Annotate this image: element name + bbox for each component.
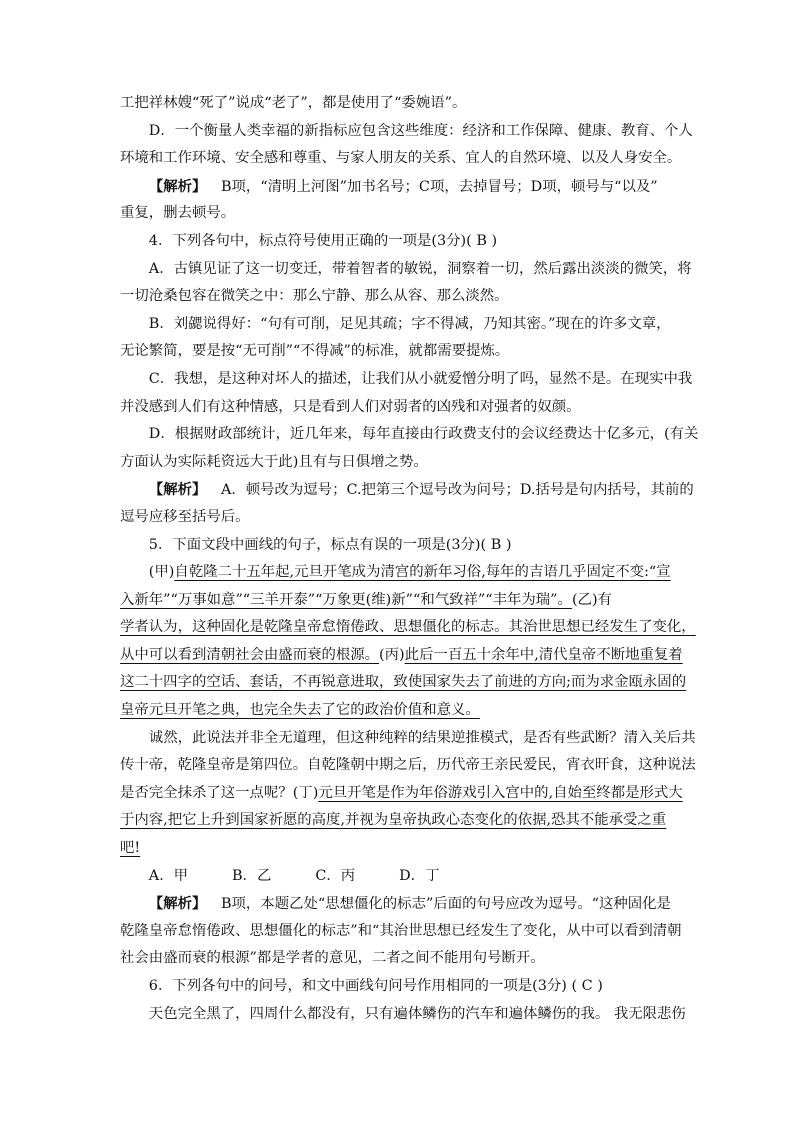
q6-text-line: 天色完全黑了，四周什么都没有，只有遍体鳞伤的汽车和遍体鳞伤的我。 我无限悲伤 — [148, 1005, 686, 1022]
q5-passage-line — [120, 642, 683, 670]
q3-analysis — [120, 173, 680, 201]
q4-stem: 4．下列各句中，标点符号使用正确的一项是(3分)( B ) — [148, 232, 498, 249]
q4-option-c: C．我想，是这种对坏人的描述，让我们从小就爱憎分明了吗，显然不是。在现实中我 — [148, 370, 693, 387]
underlined-sentence: 吧! — [120, 840, 141, 857]
q4-option-d-line: 方面认为实际耗资远大于此)且有与日俱增之势。 — [120, 453, 428, 470]
analysis-label: 【解析】 — [148, 481, 207, 499]
q4-option-a-line: 一切沧桑包容在微笑之中：那么宁静、那么从容、那么淡然。 — [120, 288, 509, 305]
underlined-sentence: 入新年”“万事如意”“三羊开泰”“万象更(维)新”“和气致祥”“丰年为瑞”。 — [120, 591, 572, 608]
underlined-sentence: 这二十四字的空话、套话，不再锐意进取，致使国家失去了前进的方向;而为求金瓯永固的 — [120, 674, 687, 691]
analysis-text: B项，“清明上河图”加书名号；C项，去掉冒号；D项，顿号与“以及” — [216, 178, 658, 195]
analysis-label: 【解析】 — [148, 177, 207, 195]
q4-analysis — [120, 476, 694, 504]
underlined-sentence: 自乾隆二十五年起,元旦开笔成为清宫的新年习俗,每年的吉语几乎固定不变:“宣 — [174, 564, 671, 581]
q3-option-d-line: D．一个衡量人类幸福的新指标应包含这些维度：经济和工作保障、健康、教育、个人 — [148, 122, 693, 139]
q5-stem: 5．下面文段中画线的句子，标点有误的一项是(3分)( B ) — [148, 536, 512, 553]
q5-passage-line — [120, 807, 680, 835]
underlined-sentence: 元旦开笔是作为年俗游戏引入宫中的,自始至终都是形式大 — [318, 784, 683, 801]
underlined-sentence: 于内容,把它上升到国家祈愿的高度,并视为皇帝执政心态变化的依据,恐其不能承受之重 — [120, 812, 667, 829]
q5-passage-line: 诚然，此说法并非全无道理，但这种纯粹的结果逆推模式，是否有些武断？清入关后共 — [148, 729, 696, 746]
option-c: C．丙 — [315, 867, 356, 884]
q4-analysis-line: 逗号应移至括号后。 — [120, 508, 250, 525]
analysis-text: B项，本题乙处“思想僵化的标志”后面的句号应改为逗号。“这种固化是 — [216, 896, 671, 913]
q3-option-d-line: 环境和工作环境、安全感和尊重、与家人朋友的关系、宜人的自然环境、以及人身安全。 — [120, 150, 682, 167]
underlined-sentence: 皇帝元旦开笔之典，也完全失去了它的政治价值和意义。 — [120, 702, 480, 719]
q5-passage-line — [120, 669, 687, 697]
passage-text: 是否完全抹杀了这一点呢？(丁) — [120, 784, 319, 801]
q4-option-a: A．古镇见证了这一切变迁，带着智者的敏锐，洞察着一切，然后露出淡淡的微笑，将 — [148, 260, 692, 277]
q5-options — [120, 863, 680, 891]
q5-passage-line — [120, 587, 680, 615]
q5-passage-line — [120, 780, 683, 808]
option-b: B．乙 — [231, 867, 272, 884]
marker-bing: (丙) — [379, 646, 405, 663]
q5-passage-line — [120, 614, 696, 642]
document-page — [120, 90, 699, 1028]
q5-passage-line — [120, 559, 680, 587]
marker-jia: (甲) — [148, 564, 175, 581]
q4-option-b: B．刘勰说得好：“句有可削，足见其疏；字不得减，乃知其密。”现在的许多文章， — [148, 315, 671, 332]
q4-option-c-line: 并没感到人们有这种情感，只是看到人们对弱者的凶残和对强者的奴颜。 — [120, 398, 581, 415]
underlined-sentence: 此后一百五十余年中,清代皇帝不断地重复着 — [404, 646, 683, 663]
q5-analysis-line: 乾隆皇帝怠惰倦政、思想僵化的标志”和“其治世思想已经发生了变化，从中可以看到清朝 — [120, 922, 682, 939]
q4-option-b-line: 无论繁简，要是按“无可削”“不得减”的标准，就都需要提炼。 — [120, 343, 510, 360]
q5-analysis — [120, 890, 680, 918]
marker-yi: (乙)有 — [571, 591, 612, 608]
option-a: A．甲 — [148, 867, 188, 884]
underlined-sentence: 从中可以看到清朝社会由盛而衰的根源。 — [120, 646, 380, 663]
q3-analysis-line: 重复，删去顿号。 — [120, 205, 236, 222]
option-d: D．丁 — [399, 867, 440, 884]
q5-analysis-line: 社会由盛而衰的根源”都是学者的意见，二者之间不能用句号断开。 — [120, 950, 545, 967]
underlined-sentence: 学者认为，这种固化是乾隆皇帝怠惰倦政、思想僵化的标志。其治世思想已经发生了变化， — [120, 619, 696, 636]
q3-text-line: 工把祥林嫂“死了”说成“老了”，都是使用了“委婉语”。 — [120, 95, 467, 111]
q5-passage-line: 传十帝，乾隆皇帝是第四位。自乾隆朝中期之后，历代帝王亲民爱民，宵衣旰食，这种说法 — [120, 757, 696, 774]
q6-stem: 6．下列各句中的问号，和文中画线句问号作用相同的一项是(3分) ( C ) — [148, 978, 603, 994]
analysis-text: A．顿号改为逗号；C.把第三个逗号改为问号；D.括号是句内括号，其前的 — [216, 482, 694, 499]
q4-option-d: D．根据财政部统计，近几年来，每年直接由行政费支付的会议经费达十亿多元，(有关 — [148, 426, 699, 443]
q5-passage-line — [120, 835, 680, 863]
analysis-label: 【解析】 — [148, 895, 207, 913]
q5-passage-line — [120, 697, 680, 725]
